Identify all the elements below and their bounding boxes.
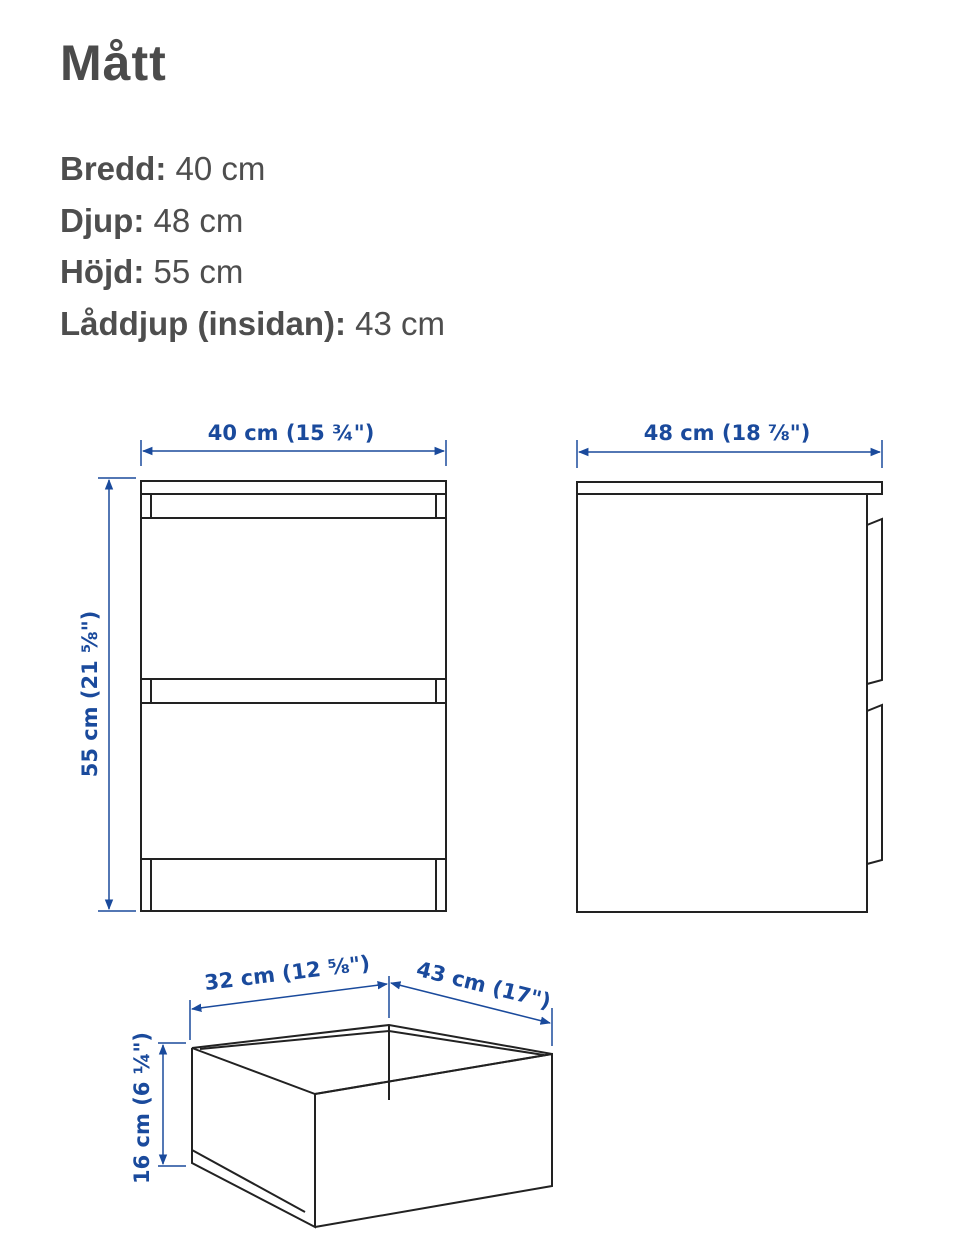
spec-label: Låddjup (insidan): (60, 304, 346, 342)
drawer-view (192, 1025, 552, 1227)
front-width-label: 40 cm (15 ¾") (207, 421, 375, 445)
drawer-width-dimension (190, 951, 389, 1040)
spec-value: 48 cm (153, 201, 244, 239)
spec-value: 43 cm (355, 304, 446, 342)
spec-value: 55 cm (153, 253, 244, 290)
drawer-height-label: 16 cm (6 ¼") (130, 1032, 154, 1184)
side-depth-label: 48 cm (18 ⅞") (643, 421, 811, 445)
drawer-depth-label: 43 cm (17") (414, 956, 554, 1014)
side-depth-dimension (577, 421, 882, 468)
spec-label: Bredd: (60, 150, 167, 187)
page-title: Mått (60, 35, 167, 91)
height-dimension (78, 478, 136, 911)
drawer-width-label: 32 cm (12 ⅝") (203, 950, 372, 996)
front-width-dimension (141, 421, 446, 466)
spec-label: Höjd: (60, 253, 145, 290)
spec-value: 40 cm (175, 150, 266, 187)
side-view (577, 482, 882, 912)
front-view (141, 481, 446, 911)
drawer-depth-dimension (391, 957, 553, 1046)
height-label: 55 cm (21 ⅝") (78, 610, 102, 778)
drawer-height-dimension (130, 1032, 186, 1184)
spec-label: Djup: (60, 201, 145, 239)
